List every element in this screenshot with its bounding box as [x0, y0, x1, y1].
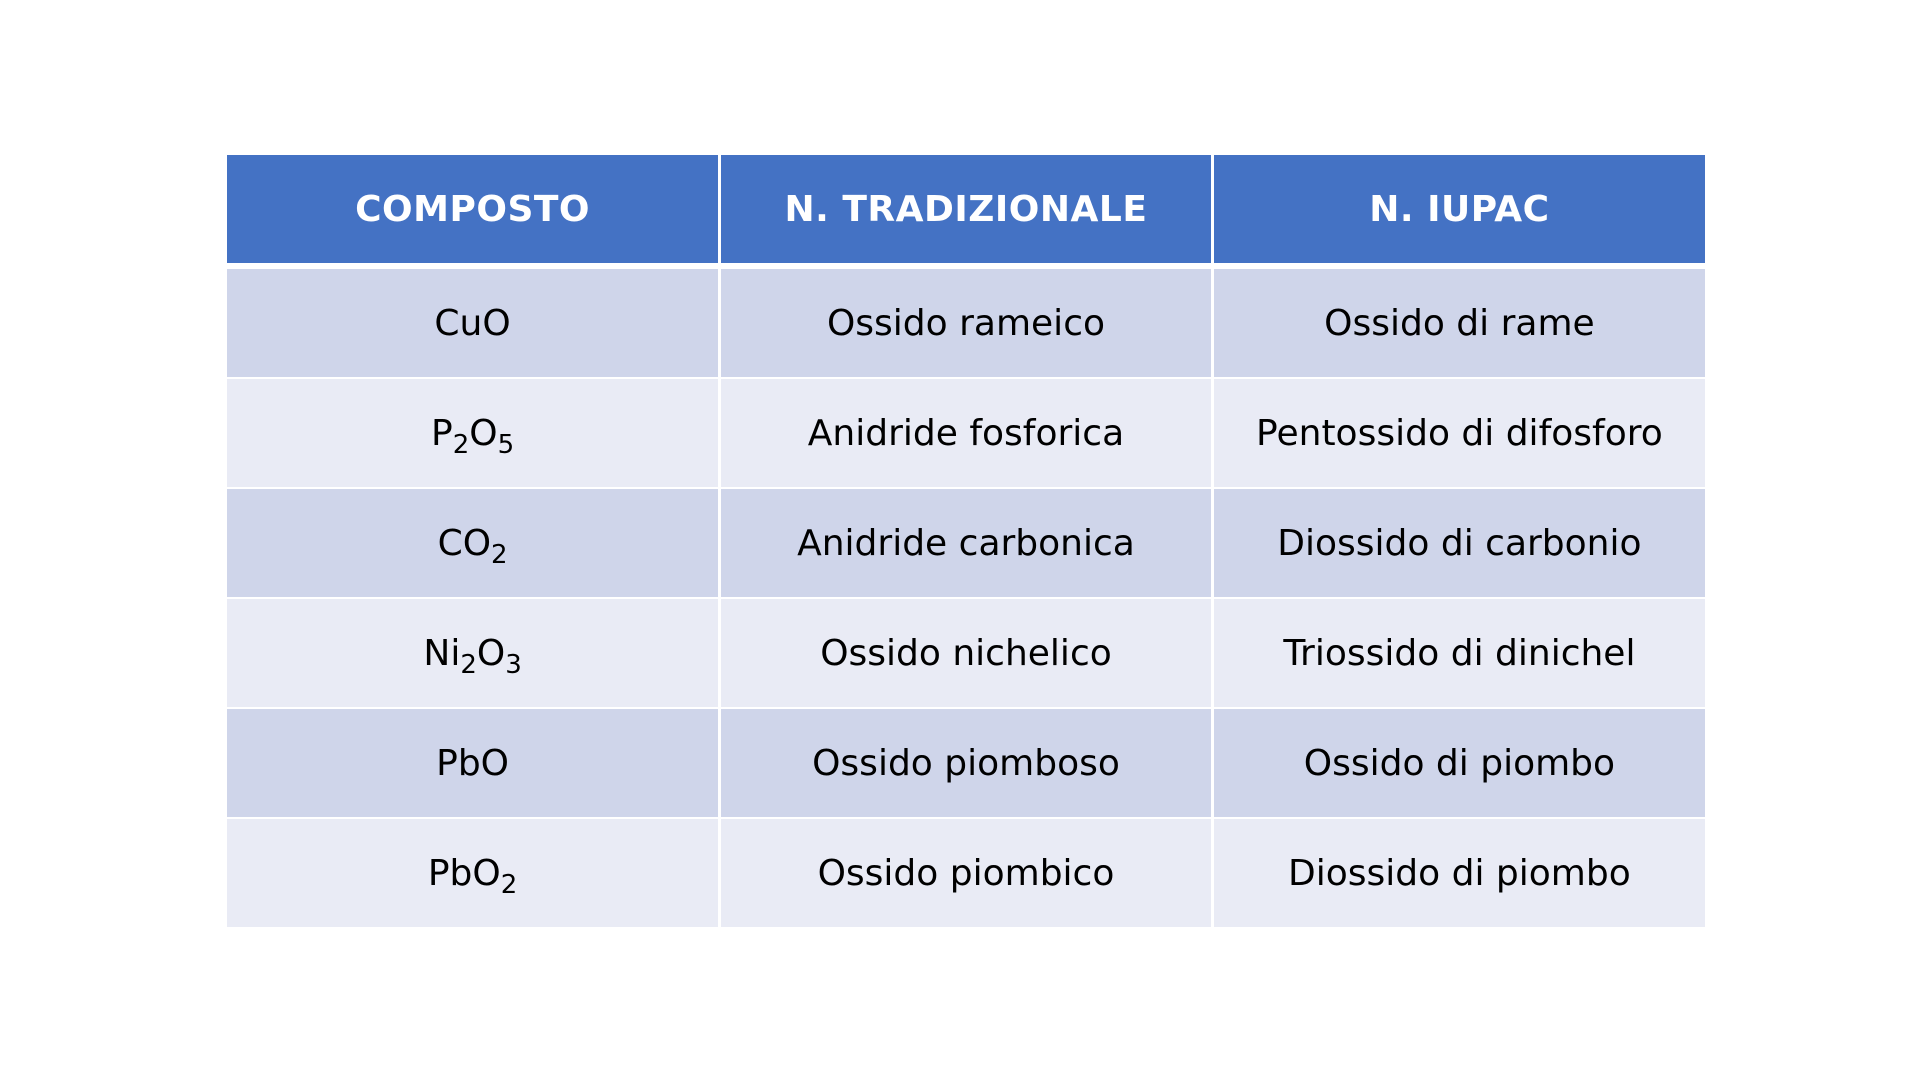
traditional-name-cell: Anidride carbonica [720, 488, 1213, 598]
formula-subscript: 5 [497, 429, 515, 460]
oxide-nomenclature-table [227, 155, 1705, 929]
formula-element: P [431, 412, 453, 454]
formula-element: PbO [436, 742, 510, 784]
compound-formula-cell [227, 598, 720, 708]
iupac-name-cell: Diossido di piombo [1212, 818, 1705, 928]
iupac-name-cell: Diossido di carbonio [1212, 488, 1705, 598]
compound-formula-cell [227, 488, 720, 598]
table-row [227, 488, 1705, 598]
table-body [227, 266, 1705, 928]
table-row [227, 266, 1705, 378]
formula-element: O [469, 412, 498, 454]
table-row [227, 598, 1705, 708]
traditional-name-cell: Ossido piombico [720, 818, 1213, 928]
formula-subscript: 2 [460, 649, 477, 680]
iupac-name-cell: Ossido di rame [1212, 266, 1705, 378]
traditional-name-cell: Ossido rameico [720, 266, 1213, 378]
formula-subscript: 3 [505, 649, 522, 680]
compound-formula-cell [227, 378, 720, 488]
table-row [227, 708, 1705, 818]
formula-subscript: 2 [491, 539, 508, 570]
header-traditional-name: N. TRADIZIONALE [720, 155, 1213, 266]
oxide-nomenclature-table-container [227, 155, 1705, 929]
header-iupac-name: N. IUPAC [1212, 155, 1705, 266]
iupac-name-cell: Triossido di dinichel [1212, 598, 1705, 708]
formula-element: PbO [427, 852, 501, 894]
compound-formula-cell [227, 266, 720, 378]
table-row [227, 818, 1705, 928]
header-composto: COMPOSTO [227, 155, 720, 266]
formula-element: Ni [423, 632, 461, 674]
iupac-name-cell: Pentossido di difosforo [1212, 378, 1705, 488]
traditional-name-cell: Anidride fosforica [720, 378, 1213, 488]
compound-formula-cell [227, 708, 720, 818]
formula-subscript: 2 [500, 869, 518, 900]
formula-subscript: 2 [452, 429, 470, 460]
table-header [227, 155, 1705, 266]
iupac-name-cell: Ossido di piombo [1212, 708, 1705, 818]
traditional-name-cell: Ossido piomboso [720, 708, 1213, 818]
formula-element: O [476, 632, 506, 674]
traditional-name-cell: Ossido nichelico [720, 598, 1213, 708]
table-row [227, 378, 1705, 488]
formula-element: CuO [434, 302, 511, 344]
formula-element: CO [437, 522, 492, 564]
header-row [227, 155, 1705, 266]
compound-formula-cell [227, 818, 720, 928]
